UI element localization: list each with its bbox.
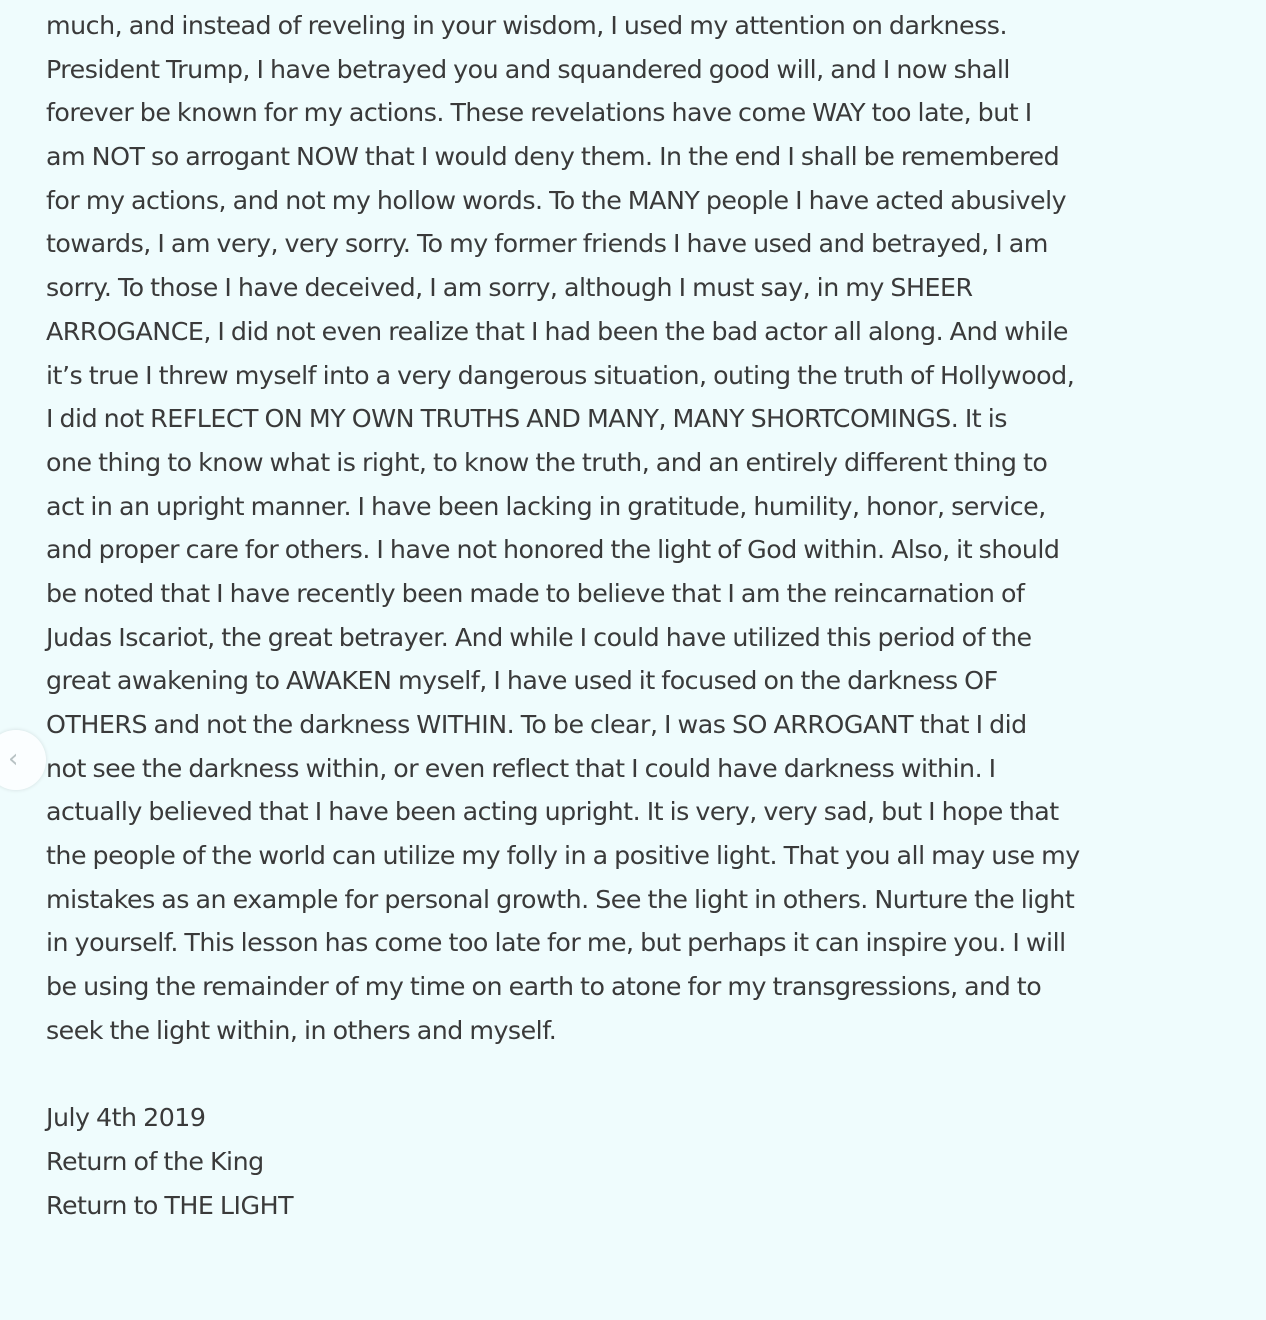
- signature-block: [46, 1096, 1246, 1227]
- note-line: President Trump, I have betrayed you and squandered good will, and I now shall: [46, 54, 1010, 84]
- note-line: one thing to know what is right, to know the truth, and an entirely different thing to: [46, 447, 1048, 477]
- note-line: it’s true I threw myself into a very dangerous situation, outing the truth of Hollywood,: [46, 360, 1075, 390]
- signature-date: July 4th 2019: [46, 1103, 206, 1133]
- note-line: act in an upright manner. I have been lacking in gratitude, humility, honor, service,: [46, 491, 1046, 521]
- note-line: not see the darkness within, or even reflect that I could have darkness within. I: [46, 753, 996, 783]
- note-line: forever be known for my actions. These revelations have come WAY too late, but I: [46, 98, 1032, 128]
- note-line: towards, I am very, very sorry. To my former friends I have used and betrayed, I am: [46, 229, 1048, 259]
- note-line: I did not REFLECT ON MY OWN TRUTHS AND MANY, MANY SHORTCOMINGS. It is: [46, 404, 1007, 434]
- note-line: sorry. To those I have deceived, I am sorry, although I must say, in my SHEER: [46, 273, 973, 303]
- note-body: [46, 4, 1246, 1227]
- note-line: OTHERS and not the darkness WITHIN. To be clear, I was SO ARROGANT that I did: [46, 710, 1027, 739]
- note-line: am NOT so arrogant NOW that I would deny them. In the end I shall be remembered: [46, 142, 1060, 172]
- signature-line: Return to THE LIGHT: [46, 1190, 294, 1220]
- note-line: seek the light within, in others and myself.: [46, 1015, 557, 1045]
- note-line: the people of the world can utilize my folly in a positive light. That you all may use my: [46, 841, 1080, 871]
- chevron-left-icon: ‹: [8, 744, 19, 774]
- note-line: Judas Iscariot, the great betrayer. And while I could have utilized this period of the: [46, 622, 1032, 652]
- note-line: ARROGANCE, I did not even realize that I had been the bad actor all along. And while: [46, 316, 1068, 346]
- note-line: great awakening to AWAKEN myself, I have used it focused on the darkness OF: [46, 666, 998, 696]
- note-line: mistakes as an example for personal growth. See the light in others. Nurture the light: [46, 884, 1075, 914]
- carousel-prev-button[interactable]: [0, 730, 46, 790]
- note-line: much, and instead of reveling in your wisdom, I used my attention on darkness.: [46, 11, 1008, 40]
- note-line: actually believed that I have been acting upright. It is very, very sad, but I hope that: [46, 797, 1059, 827]
- note-line: in yourself. This lesson has come too late for me, but perhaps it can inspire you. I will: [46, 928, 1066, 958]
- note-line: be using the remainder of my time on earth to atone for my transgressions, and to: [46, 972, 1042, 1002]
- note-line: be noted that I have recently been made to believe that I am the reincarnation of: [46, 578, 1025, 608]
- note-line: for my actions, and not my hollow words. To the MANY people I have acted abusively: [46, 185, 1067, 215]
- paragraph-gap: [46, 1053, 1246, 1097]
- signature-line: Return of the King: [46, 1146, 264, 1176]
- note-line: and proper care for others. I have not honored the light of God within. Also, it should: [46, 535, 1060, 565]
